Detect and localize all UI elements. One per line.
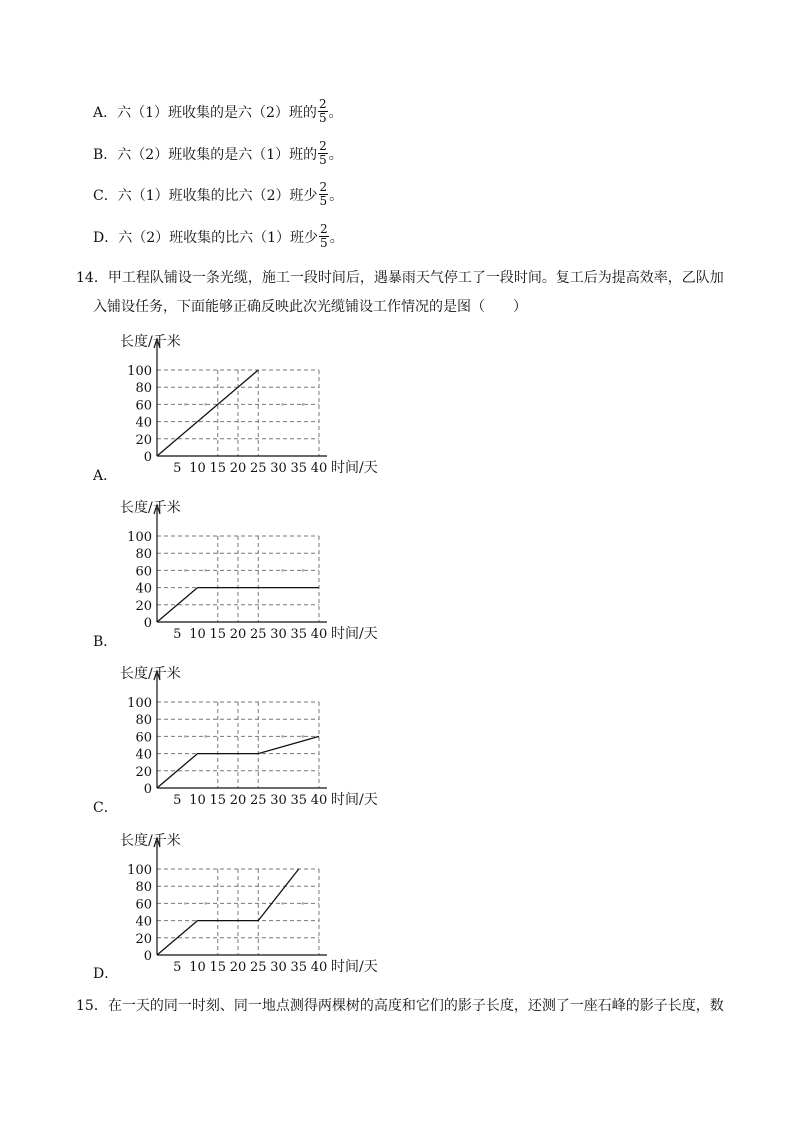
- grid-dot: [184, 735, 187, 738]
- grid-dot: [281, 902, 284, 905]
- x-tick-label: 5: [173, 960, 182, 975]
- y-tick-label: 80: [135, 880, 152, 896]
- y-tick-label: 80: [135, 381, 152, 397]
- y-tick-label: 100: [127, 863, 152, 878]
- x-tick-label: 35: [290, 461, 308, 476]
- y-axis-label: 长度/千米: [120, 334, 181, 350]
- y-axis-label: 长度/千米: [120, 833, 181, 849]
- x-axis-label: 时间/天: [331, 460, 378, 476]
- chart-c-svg: [110, 662, 400, 810]
- option-d-13: D．六（2）班收集的比六（1）班少 $\frac{2}{5}$ 。: [93, 222, 344, 250]
- y-tick-label: 80: [135, 547, 152, 563]
- question-14-line2: 入铺设任务，下面能够正确反映此次光缆铺设工作情况的是图（ ）: [93, 299, 527, 315]
- y-tick-label: 0: [143, 782, 152, 797]
- chart-b: [110, 496, 400, 644]
- x-tick-label: 10: [189, 461, 206, 476]
- x-tick-label: 25: [249, 461, 267, 476]
- option-a-13: A．六（1）班收集的是六（2）班的 $\frac{2}{5}$ 。: [93, 97, 343, 125]
- y-tick-label: 0: [143, 450, 152, 465]
- x-tick-label: 25: [249, 627, 267, 642]
- option-text: A．六（1）班收集的是六（2）班的: [93, 104, 317, 121]
- x-tick-label: 10: [189, 793, 206, 808]
- x-tick-label: 40: [310, 793, 328, 808]
- x-tick-label: 15: [209, 627, 227, 642]
- x-tick-label: 40: [310, 461, 328, 476]
- x-tick-label: 25: [249, 793, 267, 808]
- option-c-13: C．六（1）班收集的比六（2）班少 $\frac{2}{5}$ 。: [93, 180, 344, 208]
- series-line: [157, 370, 258, 456]
- chart-b-option-label: B．: [93, 634, 118, 650]
- grid-dot: [302, 902, 305, 905]
- x-tick-label: 40: [310, 960, 328, 975]
- x-tick-label: 30: [270, 461, 287, 476]
- x-tick-label: 20: [229, 793, 247, 808]
- fraction: $\frac{2}{5}$: [318, 97, 327, 125]
- x-tick-label: 5: [173, 793, 182, 808]
- y-tick-label: 60: [135, 398, 152, 414]
- x-tick-label: 20: [229, 461, 247, 476]
- chart-c-option-label: C．: [93, 800, 118, 816]
- grid-dot: [204, 569, 207, 572]
- chart-b-svg: [110, 496, 400, 644]
- y-tick-label: 20: [135, 598, 152, 614]
- y-tick-label: 0: [143, 616, 152, 631]
- option-b-13: B．六（2）班收集的是六（1）班的 $\frac{2}{5}$ 。: [93, 139, 343, 167]
- grid-dot: [281, 735, 284, 738]
- grid-dot: [302, 569, 305, 572]
- chart-d-svg: [110, 829, 400, 977]
- grid-dot: [281, 403, 284, 406]
- y-tick-label: 100: [127, 696, 152, 711]
- chart-d: [110, 829, 400, 977]
- x-axis-label: 时间/天: [331, 959, 378, 975]
- x-tick-label: 5: [173, 461, 182, 476]
- x-axis-label: 时间/天: [331, 792, 378, 808]
- grid-dot: [184, 902, 187, 905]
- y-tick-label: 100: [127, 364, 152, 379]
- x-tick-label: 30: [270, 960, 287, 975]
- chart-c: [110, 662, 400, 810]
- x-tick-label: 10: [189, 960, 206, 975]
- grid-dot: [184, 569, 187, 572]
- x-tick-label: 30: [270, 793, 287, 808]
- y-axis-label: 长度/千米: [120, 500, 181, 516]
- y-tick-label: 40: [135, 581, 152, 597]
- y-tick-label: 60: [135, 730, 152, 746]
- grid-dot: [302, 735, 305, 738]
- y-tick-label: 20: [135, 432, 152, 448]
- y-tick-label: 60: [135, 897, 152, 913]
- x-tick-label: 35: [290, 627, 308, 642]
- y-tick-label: 80: [135, 713, 152, 729]
- x-tick-label: 20: [229, 960, 247, 975]
- grid-dot: [204, 902, 207, 905]
- x-tick-label: 40: [310, 627, 328, 642]
- x-tick-label: 10: [189, 627, 206, 642]
- question-14-line1: 14．甲工程队铺设一条光缆，施工一段时间后，遇暴雨天气停工了一段时间。复工后为提高效率，乙队加: [76, 270, 724, 286]
- chart-d-option-label: D．: [93, 966, 119, 982]
- y-tick-label: 40: [135, 914, 152, 930]
- chart-a-option-label: A．: [93, 468, 118, 484]
- x-tick-label: 15: [209, 960, 227, 975]
- grid-dot: [281, 569, 284, 572]
- x-tick-label: 15: [209, 793, 227, 808]
- x-tick-label: 5: [173, 627, 182, 642]
- x-tick-label: 35: [290, 793, 308, 808]
- y-tick-label: 20: [135, 931, 152, 947]
- x-tick-label: 25: [249, 960, 267, 975]
- x-axis-label: 时间/天: [331, 626, 378, 642]
- grid-dot: [204, 403, 207, 406]
- y-tick-label: 60: [135, 564, 152, 580]
- chart-a-svg: [110, 330, 400, 478]
- x-tick-label: 20: [229, 627, 247, 642]
- chart-a: [110, 330, 400, 478]
- fraction: $\frac{2}{5}$: [319, 139, 327, 167]
- y-tick-label: 40: [135, 415, 152, 431]
- grid-dot: [302, 403, 305, 406]
- question-15-line1: 15．在一天的同一时刻、同一地点测得两棵树的高度和它们的影子长度，还测了一座石峰的影子长度，数: [76, 998, 724, 1014]
- grid-dot: [184, 403, 187, 406]
- option-text: B．六（2）班收集的是六（1）班的: [93, 146, 318, 163]
- y-axis-label: 长度/千米: [120, 666, 181, 682]
- x-tick-label: 30: [270, 627, 287, 642]
- option-text: C．六（1）班收集的比六（2）班少: [93, 187, 318, 204]
- y-tick-label: 40: [135, 747, 152, 763]
- x-tick-label: 15: [209, 461, 227, 476]
- x-tick-label: 35: [290, 960, 308, 975]
- option-text: D．六（2）班收集的比六（1）班少: [93, 229, 319, 246]
- grid-dot: [204, 735, 207, 738]
- fraction: $\frac{2}{5}$: [319, 180, 328, 208]
- y-tick-label: 100: [127, 530, 152, 545]
- fraction: $\frac{2}{5}$: [320, 222, 328, 250]
- series-line: [157, 869, 299, 955]
- y-tick-label: 0: [143, 949, 152, 964]
- y-tick-label: 20: [135, 764, 152, 780]
